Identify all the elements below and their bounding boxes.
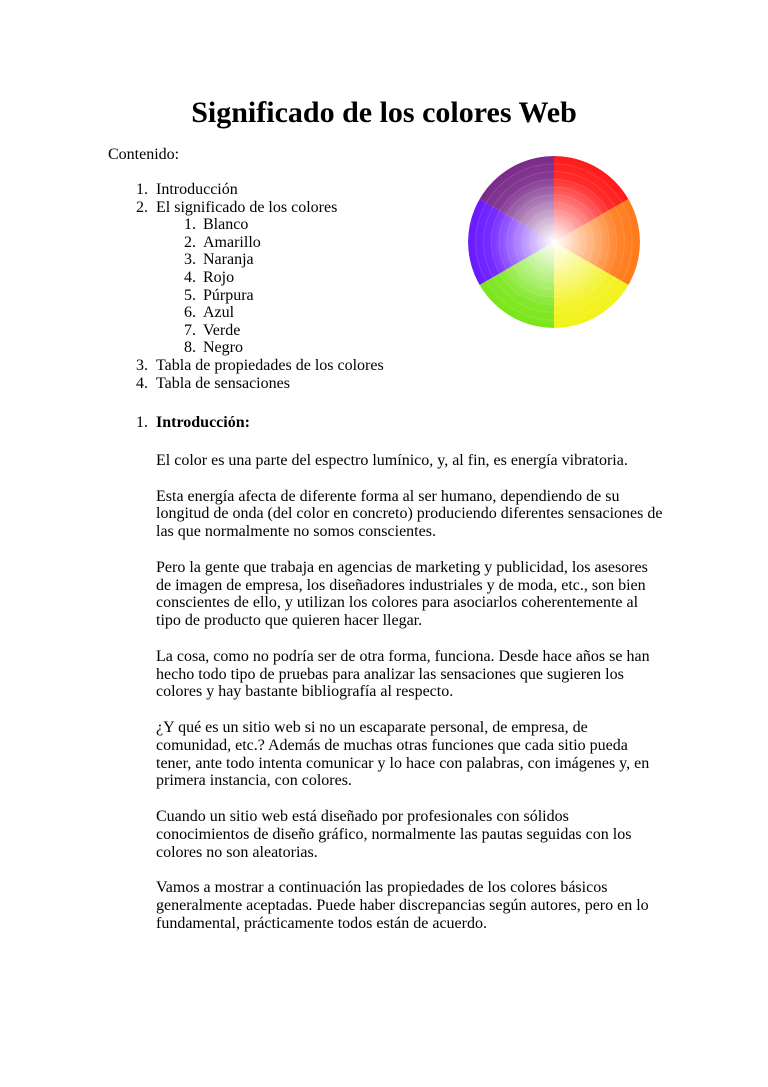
- toc-label: Tabla de propiedades de los colores: [156, 356, 384, 374]
- table-of-contents: [108, 181, 384, 392]
- toc-subnumber: 4.: [184, 268, 196, 286]
- toc-item-tabla-sensaciones: [108, 375, 384, 393]
- toc-sublabel: Verde: [203, 321, 241, 339]
- toc-subnumber: 3.: [184, 251, 196, 269]
- paragraph: El color es una parte del espectro lumínico, y, al fin, es energía vibratoria.: [156, 452, 628, 469]
- toc-subitem-blanco: [108, 216, 384, 234]
- toc-sublabel: Blanco: [203, 216, 249, 234]
- section-number: 1.: [136, 414, 148, 431]
- toc-subitem-purpura: [108, 287, 384, 305]
- contents-label: Contenido:: [108, 146, 180, 163]
- toc-number: 2.: [136, 198, 148, 216]
- color-wheel-image: [468, 156, 640, 328]
- paragraph: Esta energía afecta de diferente forma al ser humano, dependiendo de su longitud de onda (del color en concreto) produciendo diferentes sensaciones de las que normalmente no somos conscientes.: [156, 487, 663, 541]
- toc-subitem-rojo: [108, 269, 384, 287]
- section-introduccion-body: [156, 452, 666, 950]
- toc-item-tabla-propiedades: [108, 357, 384, 375]
- toc-number: 1.: [136, 181, 148, 198]
- toc-sublabel: Amarillo: [203, 233, 261, 251]
- toc-subnumber: 2.: [184, 233, 196, 251]
- toc-sublist: [108, 216, 384, 357]
- paragraph: La cosa, como no podría ser de otra forma, funciona. Desde hace años se han hecho todo tipo de pruebas para analizar las sensaciones que sugieren los colores y hay bastante bibliografía al respecto.: [156, 647, 650, 701]
- toc-sublabel: Rojo: [203, 268, 235, 286]
- toc-item-introduccion: [108, 181, 384, 199]
- toc-subitem-negro: [108, 339, 384, 357]
- paragraph: Cuando un sitio web está diseñado por profesionales con sólidos conocimientos de diseño gráfico, normalmente las pautas seguidas con los colores no son aleatorias.: [156, 807, 632, 861]
- toc-subnumber: 1.: [184, 216, 196, 234]
- toc-label: Tabla de sensaciones: [156, 374, 290, 392]
- section-title: Introducción:: [156, 414, 250, 431]
- wheel-center-glow: [468, 156, 640, 328]
- toc-subitem-verde: [108, 322, 384, 340]
- toc-subnumber: 5.: [184, 286, 196, 304]
- paragraph: Pero la gente que trabaja en agencias de marketing y publicidad, los asesores de imagen de empresa, los diseñadores industriales y de moda, etc., son bien conscientes de ello, y utilizan los colores para asociarlos coherentemente al tipo de producto que quieren hacer llegar.: [156, 558, 648, 630]
- page-title: Significado de los colores Web: [191, 96, 577, 129]
- toc-sublabel: Azul: [203, 304, 235, 322]
- toc-number: 4.: [136, 374, 148, 392]
- toc-subitem-azul: [108, 304, 384, 322]
- toc-sublabel: Negro: [203, 339, 243, 357]
- toc-subnumber: 8.: [184, 339, 196, 357]
- toc-subitem-amarillo: [108, 234, 384, 252]
- toc-label: Introducción: [156, 181, 238, 198]
- toc-number: 3.: [136, 356, 148, 374]
- toc-item-significado: [108, 199, 384, 357]
- toc-subitem-naranja: [108, 251, 384, 269]
- toc-sublabel: Naranja: [203, 251, 254, 269]
- toc-label: El significado de los colores: [156, 198, 338, 216]
- toc-sublabel: Púrpura: [203, 286, 254, 304]
- paragraph: Vamos a mostrar a continuación las propiedades de los colores básicos generalmente aceptadas. Puede haber discrepancias según autores, pero en lo fundamental, prácticamente todos están de acuerdo.: [156, 879, 649, 932]
- toc-subnumber: 7.: [184, 321, 196, 339]
- toc-subnumber: 6.: [184, 304, 196, 322]
- color-wheel-graphic: [468, 156, 640, 328]
- paragraph: ¿Y qué es un sitio web si no un escaparate personal, de empresa, de comunidad, etc.? Además de muchas otras funciones que cada sitio pueda tener, ante todo intenta comunicar y lo hace con palabras, con imágenes y, en primera instancia, con colores.: [156, 718, 650, 790]
